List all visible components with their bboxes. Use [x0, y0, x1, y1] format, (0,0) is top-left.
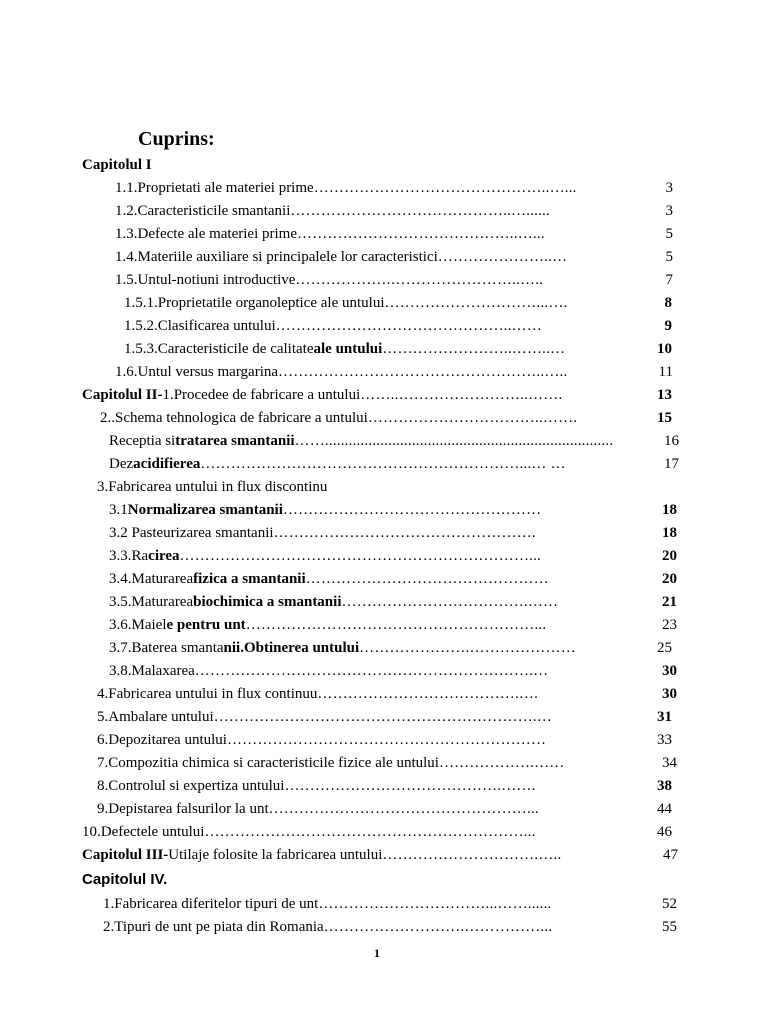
toc-entry: 1.3.Defecte ale materiei prime ……………………………………..…... 5: [115, 226, 673, 242]
toc-entry: Receptia si tratarea smantanii ……......................................................................... 16: [109, 433, 679, 449]
toc-entry: 3.7.Baterea smanta nii.Obtinerea untului ………………….………………… 25: [109, 640, 672, 656]
chapter-1-heading: Capitolul I: [82, 157, 152, 173]
toc-entry: 6.Depozitarea untului ……………………………………………………… 33: [97, 732, 672, 748]
toc-entry: 2.Tipuri de unt pe piata din Romania ……………………….……………... 55: [103, 919, 677, 935]
toc-entry: 4.Fabricarea untului in flux continuu ………………………………….…. 30: [97, 686, 677, 702]
toc-entry: 3.4.Maturarea fizica a smantanii ………………………………………… 20: [109, 571, 677, 587]
toc-entry: 3.6.Maiel e pentru unt …………………………………………………... 23: [109, 617, 677, 633]
toc-title: Cuprins:: [138, 128, 215, 150]
toc-entry: 1.Fabricarea diferitelor tipuri de unt ……………………………...……...... 52: [103, 896, 677, 912]
toc-entry: 3.2 Pasteurizarea smantanii ……………………………………………. 18: [109, 525, 677, 541]
toc-entry: 1.5.2.Clasificarea untului ………………………………………..…… 9: [124, 318, 672, 334]
toc-entry: Dez acidifierea ………………………………………………………...… … 17: [109, 456, 679, 472]
toc-entry: 1.4.Materiile auxiliare si principalele lor caracteristici …………………..… 5: [115, 249, 673, 265]
toc-entry: 8.Controlul si expertiza untului …………………………………….……. 38: [97, 778, 672, 794]
toc-entry: 1.6.Untul versus margarina ……………………………………………..….. 11: [115, 364, 673, 380]
toc-entry: 2..Schema tehnologica de fabricare a untului ……………………………..……. 15: [100, 410, 672, 426]
toc-entry: 3.3.Ra cirea ……………………………………………………………... 20: [109, 548, 677, 564]
toc-entry: 3.1 Normalizarea smantanii …………………………………………… 18: [109, 502, 677, 518]
toc-entry: 5.Ambalare untului ……………………………………………………….… 31: [97, 709, 672, 725]
toc-entry: 9.Depistarea falsurilor la unt ……………………………………………... 44: [97, 801, 672, 817]
toc-entry: 7.Compozitia chimica si caracteristicile fizice ale untului ……………….…… 34: [97, 755, 677, 771]
toc-entry: 3.Fabricarea untului in flux discontinu: [97, 479, 328, 495]
toc-entry: 1.5.3.Caracteristicile de calitate ale untului ……………………..……..… 10: [124, 341, 672, 357]
toc-entry: 1.1.Proprietati ale materiei prime ………………………………………..…... 3: [115, 180, 673, 196]
toc-entry: 3.8.Malaxarea ………………………………………………………….… 30: [109, 663, 677, 679]
page-number: 1: [374, 946, 380, 960]
chapter-2-heading: Capitolul II- 1.Procedee de fabricare a untului ……..……………………..……. 13: [82, 387, 672, 403]
toc-entry: 10.Defectele untului ………………………………………………………... 46: [82, 824, 672, 840]
chapter-3-heading: Capitolul III- Utilaje folosite la fabricarea untului ………………………….….. 47: [82, 847, 678, 863]
chapter-4-heading: Capitolul IV.: [82, 871, 168, 888]
toc-entry: 1.2.Caracteristicile smantanii ……………………………………..…...... 3: [115, 203, 673, 219]
toc-entry: 1.5.1.Proprietatile organoleptice ale untului …………………………...…. 8: [124, 295, 672, 311]
toc-entry: 1.5.Untul-notiuni introductive ……………….……………………..….. 7: [115, 272, 673, 288]
toc-entry: 3.5.Maturarea biochimica a smantanii ……………………………….…… 21: [109, 594, 677, 610]
